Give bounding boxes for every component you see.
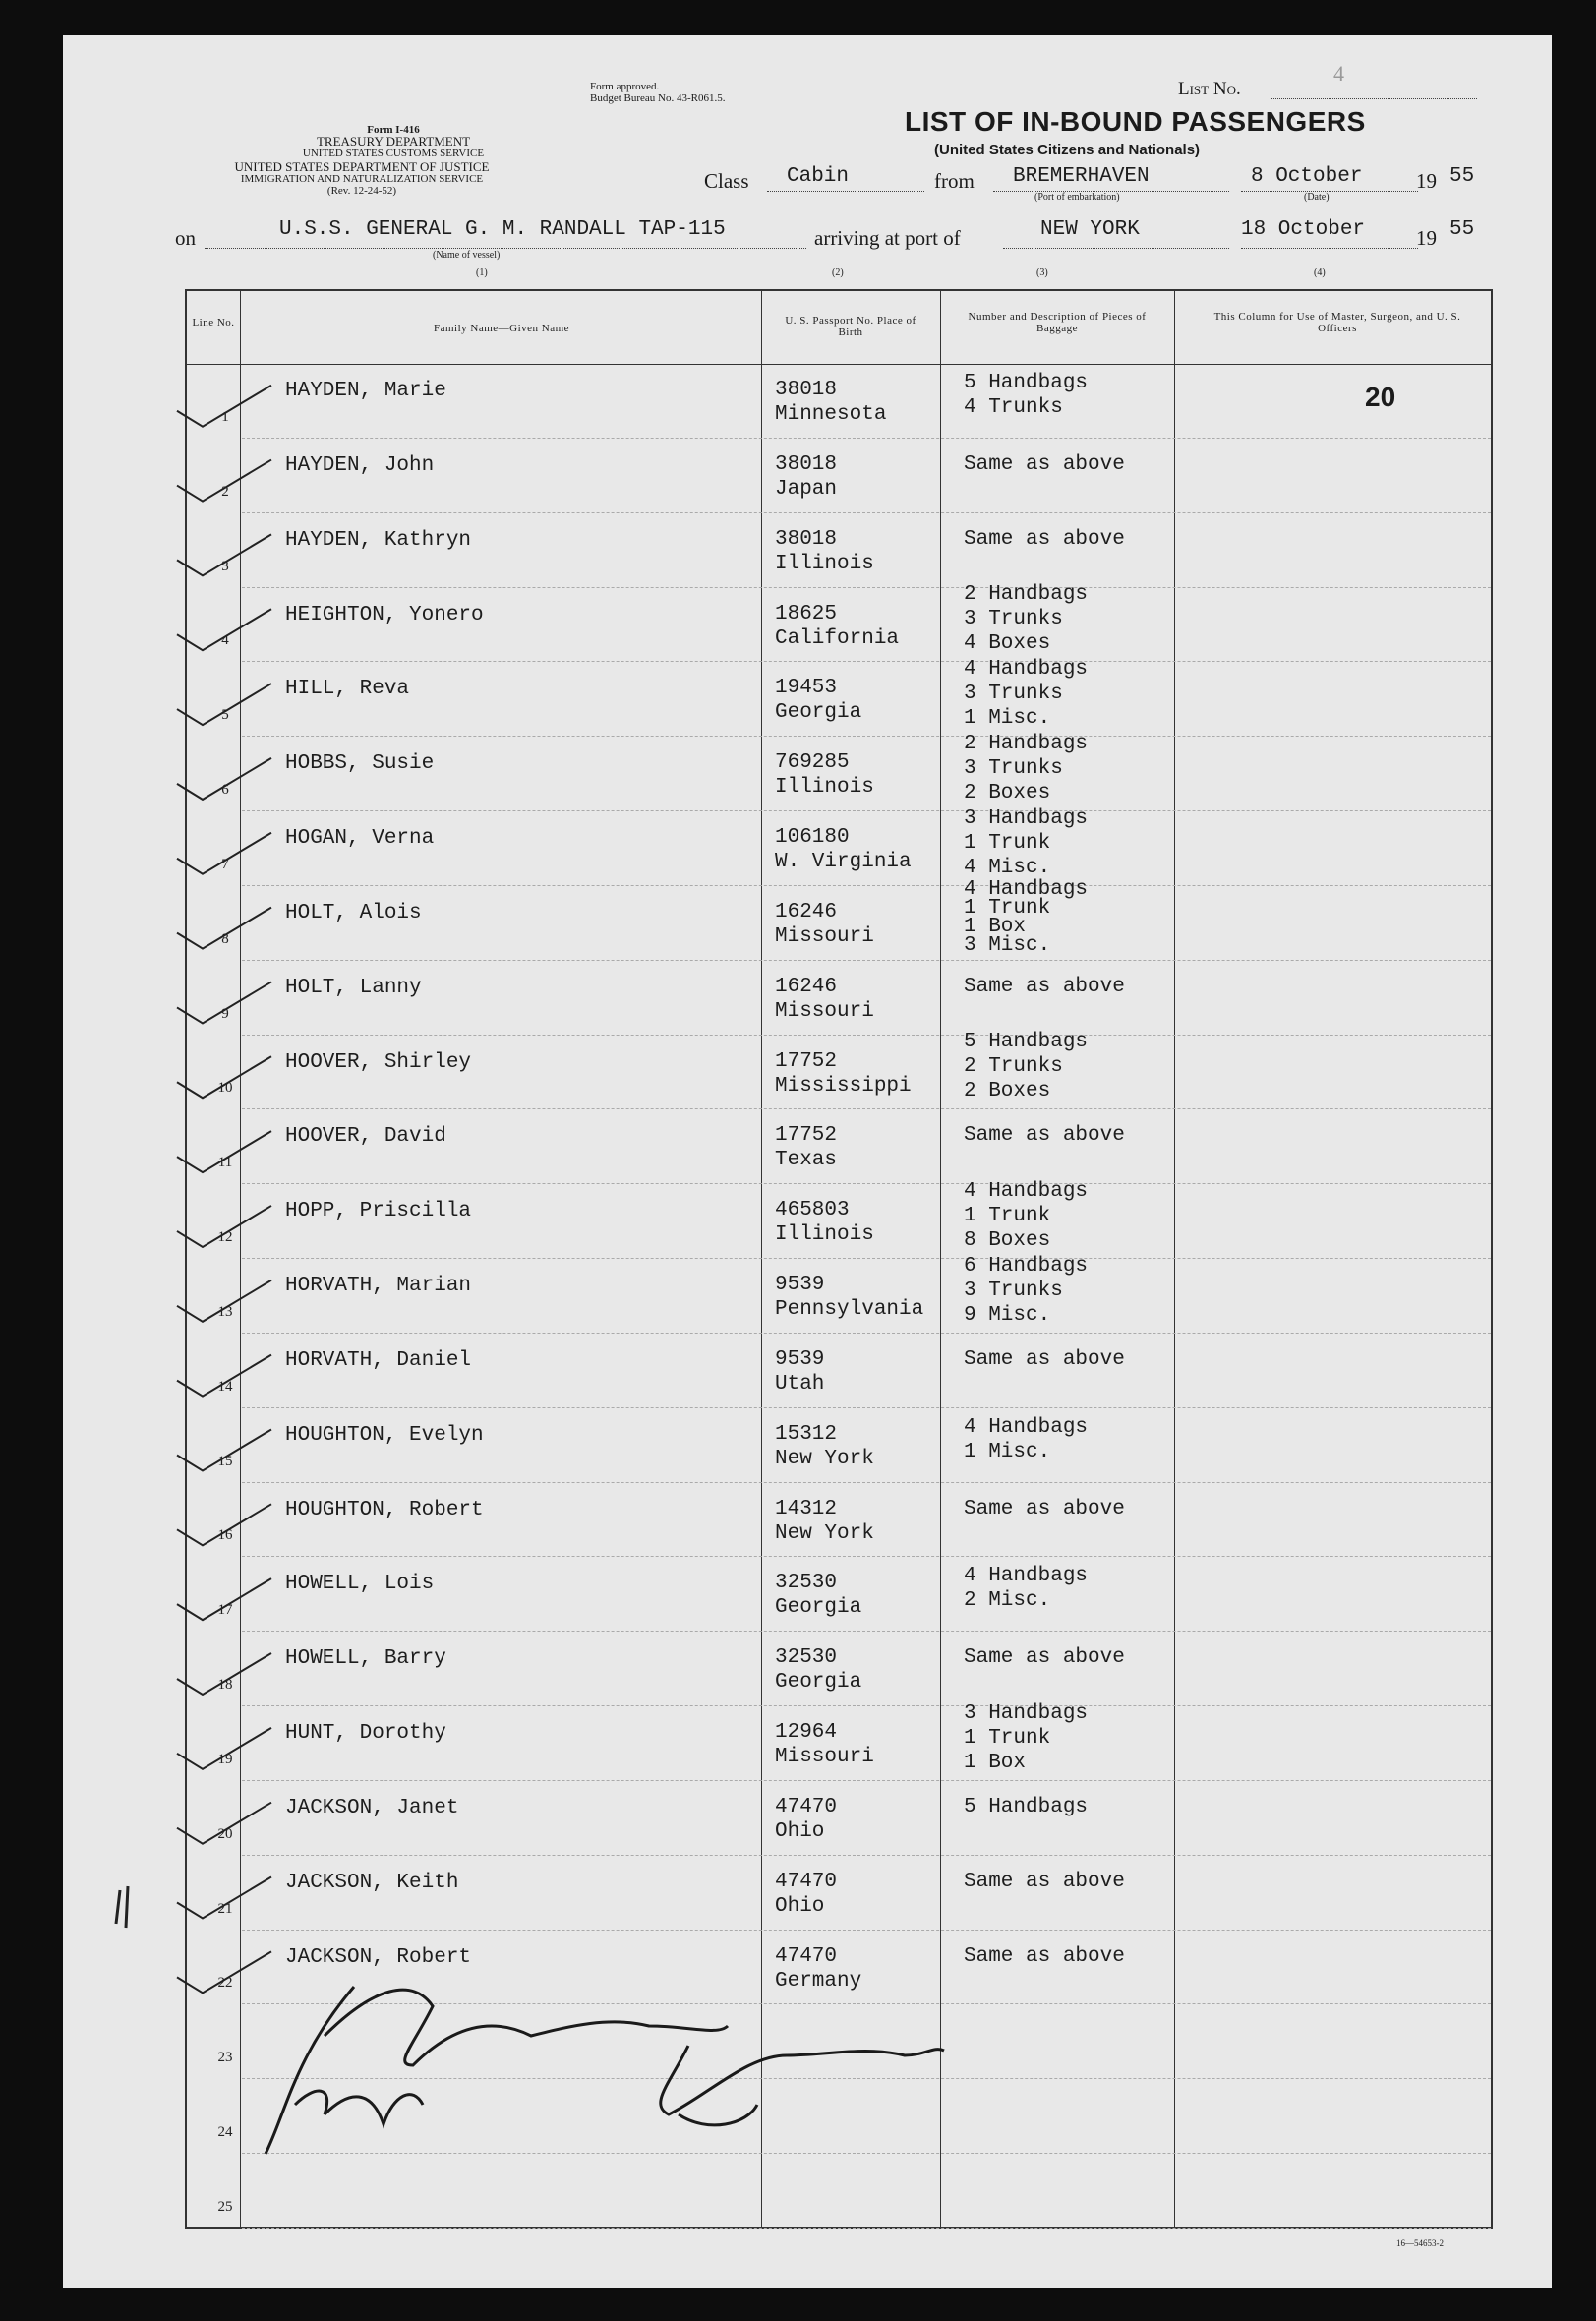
baggage-item: Same as above xyxy=(964,1124,1125,1148)
footer-code: 16—54653-2 xyxy=(1396,2238,1444,2248)
list-no-line xyxy=(1271,98,1477,99)
departure-date: 8 October xyxy=(1251,165,1363,188)
table-row xyxy=(187,877,1491,961)
passenger-name: HOOVER, David xyxy=(285,1125,446,1149)
arrival-date: 18 October xyxy=(1241,218,1366,241)
baggage-cell xyxy=(964,975,1125,999)
line-number: 3 xyxy=(221,558,229,574)
col-header-passport: U. S. Passport No. Place of Birth xyxy=(785,315,916,338)
baggage-cell xyxy=(964,1870,1125,1894)
baggage-cell xyxy=(964,806,1088,880)
col-header-officers: This Column for Use of Master, Surgeon, and U. S. Officers xyxy=(1213,311,1461,334)
port-caption: (Port of embarkation) xyxy=(1034,192,1120,203)
col-header-name: Family Name—Given Name xyxy=(433,323,570,334)
baggage-item: 4 Misc. xyxy=(964,856,1051,879)
line-number: 12 xyxy=(217,1229,233,1246)
baggage-cell xyxy=(964,1179,1088,1253)
baggage-cell xyxy=(964,527,1125,552)
table-row xyxy=(187,513,1491,588)
baggage-item: 1 Trunk xyxy=(964,1726,1051,1750)
vessel-line xyxy=(205,248,806,249)
passenger-name: HAYDEN, Kathryn xyxy=(285,528,472,552)
baggage-cell xyxy=(964,657,1088,731)
passport-number: 47470 xyxy=(775,1870,838,1893)
passport-cell xyxy=(775,1870,837,1919)
baggage-item: Same as above xyxy=(964,1347,1125,1371)
place-of-birth: New York xyxy=(775,1447,874,1470)
passenger-name: HOOVER, Shirley xyxy=(285,1050,472,1074)
line-number: 5 xyxy=(221,707,229,724)
passport-number: 17752 xyxy=(775,1049,838,1073)
place-of-birth: Minnesota xyxy=(775,403,887,426)
passenger-name: HOGAN, Verna xyxy=(285,827,435,851)
customs-service: UNITED STATES CUSTOMS SERVICE xyxy=(302,148,485,159)
baggage-item: 6 Handbags xyxy=(964,1254,1089,1278)
passport-cell xyxy=(775,1645,861,1695)
line-number: 24 xyxy=(217,2124,233,2141)
baggage-cell xyxy=(964,1347,1125,1372)
baggage-item: 5 Handbags xyxy=(964,1031,1089,1054)
place-of-birth: Illinois xyxy=(775,552,874,575)
baggage-item: 1 Box xyxy=(964,1751,1027,1774)
baggage-cell xyxy=(964,732,1088,805)
baggage-item: 5 Handbags xyxy=(964,1795,1089,1818)
arriving-label: arriving at port of xyxy=(814,226,961,250)
passenger-name: HEIGHTON, Yonero xyxy=(285,603,484,626)
caption-3: (3) xyxy=(1036,268,1048,278)
baggage-item: 2 Boxes xyxy=(964,781,1051,804)
baggage-item: Same as above xyxy=(964,975,1125,998)
date-caption: (Date) xyxy=(1304,192,1330,203)
on-label: on xyxy=(175,226,196,250)
table-row xyxy=(187,1334,1491,1408)
passport-cell xyxy=(775,527,874,576)
passport-number: 38018 xyxy=(775,379,838,401)
place-of-birth: Missouri xyxy=(775,999,874,1023)
list-no-value: 4 xyxy=(1333,61,1344,86)
baggage-cell xyxy=(964,452,1125,477)
passenger-name: JACKSON, Robert xyxy=(285,1945,472,1969)
baggage-cell xyxy=(964,1254,1088,1328)
baggage-item: 4 Handbags xyxy=(964,1565,1089,1588)
line-number: 16 xyxy=(217,1527,233,1544)
baggage-cell xyxy=(964,371,1088,420)
caption-1: (1) xyxy=(476,268,488,278)
passport-number: 9539 xyxy=(775,1347,825,1371)
revision: (Rev. 12-24-52) xyxy=(326,185,397,197)
baggage-item: 3 Trunks xyxy=(964,756,1063,780)
table-row xyxy=(187,2004,1491,2079)
passenger-name: HOLT, Lanny xyxy=(285,976,422,999)
baggage-item: 2 Handbags xyxy=(964,583,1089,607)
justice-block xyxy=(165,130,559,197)
table-row xyxy=(187,1632,1491,1706)
table-row xyxy=(187,1701,1491,1781)
line-number: 1 xyxy=(221,408,229,425)
passport-number: 16246 xyxy=(775,975,838,998)
passport-cell xyxy=(775,1347,824,1397)
passport-number: 16246 xyxy=(775,900,838,923)
place-of-birth: Japan xyxy=(775,477,838,501)
baggage-item: 5 Handbags xyxy=(964,372,1089,394)
line-number: 23 xyxy=(217,2050,233,2066)
passport-number: 9539 xyxy=(775,1274,825,1297)
from-label: from xyxy=(934,169,975,193)
baggage-item: 2 Handbags xyxy=(964,732,1089,755)
table-row xyxy=(187,2154,1491,2229)
table-row xyxy=(187,439,1491,513)
baggage-item: 8 Boxes xyxy=(964,1228,1051,1252)
baggage-item: Same as above xyxy=(964,1944,1125,1968)
passport-number: 14312 xyxy=(775,1497,838,1520)
baggage-cell xyxy=(964,1564,1088,1613)
vessel-caption: (Name of vessel) xyxy=(433,250,501,261)
line-number: 20 xyxy=(217,1825,233,1842)
line-number: 17 xyxy=(217,1602,233,1619)
baggage-item: 2 Boxes xyxy=(964,1080,1051,1103)
passport-number: 38018 xyxy=(775,452,838,476)
passport-number: 769285 xyxy=(775,751,850,775)
table-row xyxy=(187,2079,1491,2154)
col-header-baggage: Number and Description of Pieces of Baggage xyxy=(968,311,1147,334)
approval-block xyxy=(590,81,767,104)
baggage-item: 2 Misc. xyxy=(964,1589,1051,1613)
table-row xyxy=(187,657,1491,737)
baggage-cell xyxy=(964,1944,1125,1969)
page-subtitle: (United States Citizens and Nationals) xyxy=(934,142,1201,158)
passport-cell xyxy=(775,1198,874,1247)
passenger-name: HILL, Reva xyxy=(285,678,410,701)
place-of-birth: Georgia xyxy=(775,701,862,725)
passport-cell xyxy=(775,1273,923,1322)
passport-cell xyxy=(775,975,874,1024)
line-number: 4 xyxy=(221,632,229,649)
row-divider xyxy=(242,2228,1491,2229)
passport-number: 32530 xyxy=(775,1572,838,1595)
passenger-name: JACKSON, Janet xyxy=(285,1796,459,1819)
passenger-name: HOPP, Priscilla xyxy=(285,1200,472,1223)
date-line xyxy=(1241,191,1418,192)
table-row xyxy=(187,1483,1491,1558)
officer-note: 20 xyxy=(1365,382,1396,412)
line-number: 13 xyxy=(217,1303,233,1320)
passport-number: 17752 xyxy=(775,1124,838,1148)
baggage-cell xyxy=(964,1701,1088,1775)
caption-2: (2) xyxy=(832,268,844,278)
col-header-line: Line No. xyxy=(192,317,235,328)
passenger-name: HUNT, Dorothy xyxy=(285,1722,446,1746)
baggage-item: 4 Handbags xyxy=(964,657,1089,681)
arrival-port: NEW YORK xyxy=(1040,218,1140,241)
baggage-item: 3 Trunks xyxy=(964,1279,1063,1302)
place-of-birth: Germany xyxy=(775,1969,862,1993)
baggage-cell xyxy=(964,1415,1088,1464)
passport-cell xyxy=(775,900,874,949)
table-row xyxy=(187,1109,1491,1184)
arrival-year: 55 xyxy=(1449,218,1475,241)
passenger-name: HORVATH, Daniel xyxy=(285,1348,472,1372)
baggage-item: 3 Trunks xyxy=(964,682,1063,705)
baggage-item: 4 Handbags xyxy=(964,877,1089,901)
page-title: LIST OF IN-BOUND PASSENGERS xyxy=(905,106,1366,137)
arrival-port-line xyxy=(1003,248,1229,249)
place-of-birth: W. Virginia xyxy=(775,851,912,874)
passenger-name: HOLT, Alois xyxy=(285,901,422,924)
line-number: 9 xyxy=(221,1005,229,1022)
baggage-item: 4 Handbags xyxy=(964,1179,1089,1203)
table-row xyxy=(187,1781,1491,1856)
table-row xyxy=(187,583,1491,663)
table-row xyxy=(187,1254,1491,1334)
baggage-item: 1 Trunk xyxy=(964,1204,1051,1227)
passenger-name: HOUGHTON, Evelyn xyxy=(285,1423,484,1447)
baggage-item: Same as above xyxy=(964,1870,1125,1893)
passport-number: 38018 xyxy=(775,527,838,551)
passport-cell xyxy=(775,602,899,651)
baggage-item: Same as above xyxy=(964,1646,1125,1670)
passport-cell xyxy=(775,1795,837,1844)
passport-cell xyxy=(775,676,861,725)
passport-number: 47470 xyxy=(775,1795,838,1818)
treasury-dept: TREASURY DEPARTMENT xyxy=(316,134,471,149)
baggage-cell xyxy=(964,877,1089,957)
table-row xyxy=(187,1408,1491,1483)
baggage-item: 2 Trunks xyxy=(964,1055,1063,1079)
baggage-item: 4 Boxes xyxy=(964,632,1051,656)
place-of-birth: Mississippi xyxy=(775,1074,912,1098)
baggage-item: 1 Trunk xyxy=(964,896,1051,920)
passenger-name: HAYDEN, John xyxy=(285,453,435,477)
baggage-item: Same as above xyxy=(964,452,1125,476)
baggage-item: Same as above xyxy=(964,1497,1125,1520)
place-of-birth: California xyxy=(775,626,900,650)
passport-cell xyxy=(775,1571,861,1620)
arrival-date-line xyxy=(1241,248,1418,249)
place-of-birth: Pennsylvania xyxy=(775,1298,924,1322)
baggage-cell xyxy=(964,1497,1125,1521)
passport-number: 465803 xyxy=(775,1199,850,1222)
passenger-table xyxy=(185,289,1493,2229)
passport-number: 106180 xyxy=(775,826,850,850)
passport-cell xyxy=(775,1944,861,1994)
passport-number: 32530 xyxy=(775,1646,838,1670)
passenger-name: HOUGHTON, Robert xyxy=(285,1498,484,1521)
table-row xyxy=(187,961,1491,1036)
form-approved: Form approved. xyxy=(590,81,660,92)
year-prefix: 19 xyxy=(1416,169,1437,193)
place-of-birth: Georgia xyxy=(775,1596,862,1620)
place-of-birth: Ohio xyxy=(775,1894,825,1918)
vessel-name: U.S.S. GENERAL G. M. RANDALL TAP-115 xyxy=(279,218,726,241)
from-value: BREMERHAVEN xyxy=(1013,165,1150,188)
baggage-item: 3 Misc. xyxy=(964,933,1051,957)
line-number: 2 xyxy=(221,483,229,500)
passport-cell xyxy=(775,1497,874,1546)
passport-cell xyxy=(775,452,837,502)
year-value: 55 xyxy=(1449,165,1475,188)
baggage-item: 1 Misc. xyxy=(964,1440,1051,1463)
passenger-name: HORVATH, Marian xyxy=(285,1275,472,1298)
caption-4: (4) xyxy=(1314,268,1326,278)
class-value: Cabin xyxy=(787,165,850,188)
line-number: 7 xyxy=(221,856,229,872)
baggage-cell xyxy=(964,1123,1125,1148)
place-of-birth: Illinois xyxy=(775,776,874,800)
baggage-item: 9 Misc. xyxy=(964,1303,1051,1327)
line-number: 21 xyxy=(217,1900,233,1917)
place-of-birth: Georgia xyxy=(775,1671,862,1695)
line-number: 15 xyxy=(217,1453,233,1469)
line-number: 6 xyxy=(221,782,229,799)
passport-number: 47470 xyxy=(775,1944,838,1968)
table-row xyxy=(187,1856,1491,1931)
table-row xyxy=(187,1931,1491,2005)
table-row xyxy=(187,806,1491,886)
baggage-item: 3 Handbags xyxy=(964,806,1089,830)
table-row xyxy=(187,1179,1491,1259)
line-number: 22 xyxy=(217,1975,233,1992)
baggage-item: 1 Misc. xyxy=(964,706,1051,730)
passport-number: 19453 xyxy=(775,677,838,700)
place-of-birth: Texas xyxy=(775,1149,838,1172)
line-number: 14 xyxy=(217,1378,233,1395)
line-number: 11 xyxy=(217,1155,233,1171)
line-number: 10 xyxy=(217,1080,233,1097)
arrival-year-prefix: 19 xyxy=(1416,226,1437,250)
place-of-birth: Missouri xyxy=(775,924,874,948)
form-number: Form I-416 xyxy=(367,124,420,136)
passport-cell xyxy=(775,1422,874,1471)
line-number: 25 xyxy=(217,2198,233,2215)
passport-number: 12964 xyxy=(775,1721,838,1745)
baggage-cell xyxy=(964,582,1088,656)
baggage-item: 1 Box xyxy=(964,915,1027,938)
baggage-cell xyxy=(964,1030,1088,1103)
justice-dept: UNITED STATES DEPARTMENT OF JUSTICE xyxy=(234,159,490,174)
baggage-item: 4 Trunks xyxy=(964,396,1063,419)
class-line xyxy=(767,191,924,192)
passport-cell xyxy=(775,1049,912,1099)
class-label: Class xyxy=(704,169,749,193)
baggage-cell xyxy=(964,1645,1125,1670)
table-row xyxy=(187,732,1491,811)
passport-cell xyxy=(775,378,886,427)
passport-number: 15312 xyxy=(775,1422,838,1446)
passenger-rows xyxy=(187,364,1491,2229)
baggage-item: 3 Trunks xyxy=(964,608,1063,631)
passenger-name: HOWELL, Lois xyxy=(285,1573,435,1596)
budget-bureau: Budget Bureau No. 43-R061.5. xyxy=(590,92,726,104)
passenger-name: HOBBS, Susie xyxy=(285,752,435,776)
line-number: 18 xyxy=(217,1677,233,1694)
ins-service: IMMIGRATION AND NATURALIZATION SERVICE xyxy=(240,173,484,185)
table-row xyxy=(187,1031,1491,1110)
line-number: 8 xyxy=(221,930,229,947)
place-of-birth: Missouri xyxy=(775,1746,874,1769)
table-row xyxy=(187,364,1491,439)
baggage-item: Same as above xyxy=(964,527,1125,551)
place-of-birth: Illinois xyxy=(775,1223,874,1247)
baggage-item: 4 Handbags xyxy=(964,1415,1089,1439)
table-row xyxy=(187,1557,1491,1632)
passport-cell xyxy=(775,750,874,800)
line-number: 19 xyxy=(217,1751,233,1767)
baggage-cell xyxy=(964,1795,1088,1819)
passport-cell xyxy=(775,825,912,874)
baggage-item: 3 Handbags xyxy=(964,1701,1089,1725)
place-of-birth: Ohio xyxy=(775,1819,825,1843)
baggage-item: 1 Trunk xyxy=(964,831,1051,855)
place-of-birth: New York xyxy=(775,1521,874,1545)
passport-cell xyxy=(775,1720,874,1769)
list-no-label: List No. xyxy=(1178,79,1241,99)
passport-number: 18625 xyxy=(775,602,838,625)
passport-cell xyxy=(775,1123,837,1172)
passenger-name: HAYDEN, Marie xyxy=(285,380,446,402)
passenger-name: JACKSON, Keith xyxy=(285,1871,459,1894)
passenger-name: HOWELL, Barry xyxy=(285,1647,446,1671)
place-of-birth: Utah xyxy=(775,1372,825,1396)
